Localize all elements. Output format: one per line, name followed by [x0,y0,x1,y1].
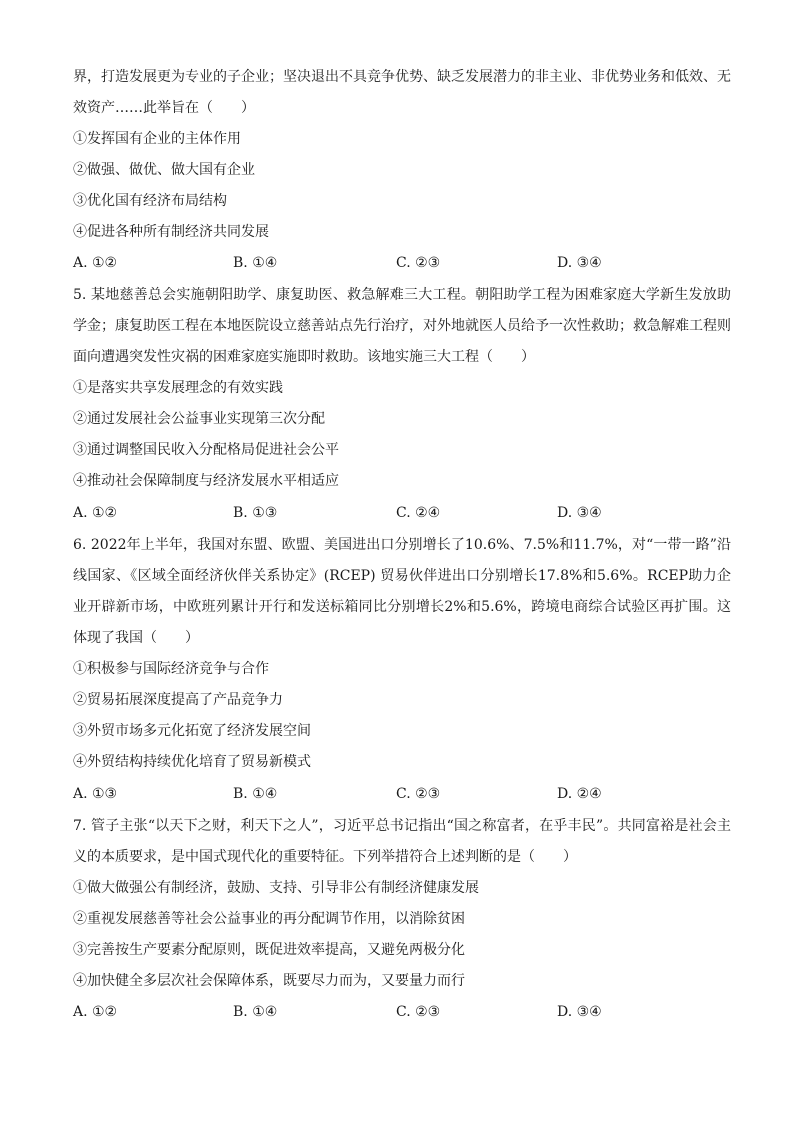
q7-option-2: ②重视发展慈善等社会公益事业的再分配调节作用，以消除贫困 [73,911,465,927]
q4-option-4: ④促进各种所有制经济共同发展 [73,224,269,240]
q6-choice-c: C. ②③ [396,786,441,802]
q4-choice-a: A. ①② [73,255,118,271]
q4-option-2: ②做强、做优、做大国有企业 [73,162,255,178]
q5-choice-a: A. ①② [73,505,118,521]
q5-choice-d: D. ③④ [557,505,602,521]
q4-option-1: ①发挥国有企业的主体作用 [73,131,241,147]
q6-option-1: ①积极参与国际经济竞争与合作 [73,661,269,677]
q7-option-1: ①做大做强公有制经济，鼓励、支持、引导非公有制经济健康发展 [73,880,479,896]
q4-stem: 界，打造发展更为专业的子企业；坚决退出不具竞争优势、缺乏发展潜力的非主业、非优势业务和低效、无效资产……此举旨在（ ） [73,69,731,116]
q5-choice-b: B. ①③ [233,505,278,521]
q5-choice-c: C. ②④ [396,505,441,521]
q7-stem: 7. 管子主张“以天下之财，利天下之人”，习近平总书记指出“国之称富者，在乎丰民”。共同富裕是社会主义的本质要求，是中国式现代化的重要特征。下列举措符合上述判断的是（ ） [73,818,731,865]
q6-choice-b: B. ①④ [233,786,278,802]
q7-option-3: ③完善按生产要素分配原则，既促进效率提高，又避免两极分化 [73,942,465,958]
q6-option-2: ②贸易拓展深度提高了产品竞争力 [73,692,283,708]
q7-option-4: ④加快健全多层次社会保障体系，既要尽力而为，又要量力而行 [73,973,465,989]
q6-stem: 6. 2022年上半年，我国对东盟、欧盟、美国进出口分别增长了10.6%、7.5%和11.7%，对“一带一路”沿线国家、《区域全面经济伙伴关系协定》(RCEP) 贸易伙伴进出口分别增长17.8%和5.6%。RCEP助力企业开辟新市场，中欧班列累计开行和发送标箱同比分别增长2%和5.6%，跨境电商综合试验区再扩围。这体现了我国（ ） [73,537,731,646]
q4-choice-d: D. ③④ [557,255,602,271]
q5-stem: 5. 某地慈善总会实施朝阳助学、康复助医、救急解难三大工程。朝阳助学工程为困难家庭大学新生发放助学金；康复助医工程在本地医院设立慈善站点先行治疗，对外地就医人员给予一次性救助；救急解难工程则面向遭遇突发性灾祸的困难家庭实施即时救助。该地实施三大工程（ ） [73,287,731,365]
q7-choice-a: A. ①② [73,1004,118,1020]
q6-choice-a: A. ①③ [73,786,118,802]
q5-option-4: ④推动社会保障制度与经济发展水平相适应 [73,473,339,489]
q7-choice-c: C. ②③ [396,1004,441,1020]
q7-choice-b: B. ①④ [233,1004,278,1020]
q5-option-2: ②通过发展社会公益事业实现第三次分配 [73,411,325,427]
q6-option-4: ④外贸结构持续优化培育了贸易新模式 [73,754,311,770]
q4-option-3: ③优化国有经济布局结构 [73,193,227,209]
q6-option-3: ③外贸市场多元化拓宽了经济发展空间 [73,723,311,739]
q4-choice-b: B. ①④ [233,255,278,271]
q5-option-3: ③通过调整国民收入分配格局促进社会公平 [73,442,339,458]
q7-choice-d: D. ③④ [557,1004,602,1020]
q6-choice-d: D. ②④ [557,786,602,802]
q4-choice-c: C. ②③ [396,255,441,271]
q5-option-1: ①是落实共享发展理念的有效实践 [73,380,283,396]
